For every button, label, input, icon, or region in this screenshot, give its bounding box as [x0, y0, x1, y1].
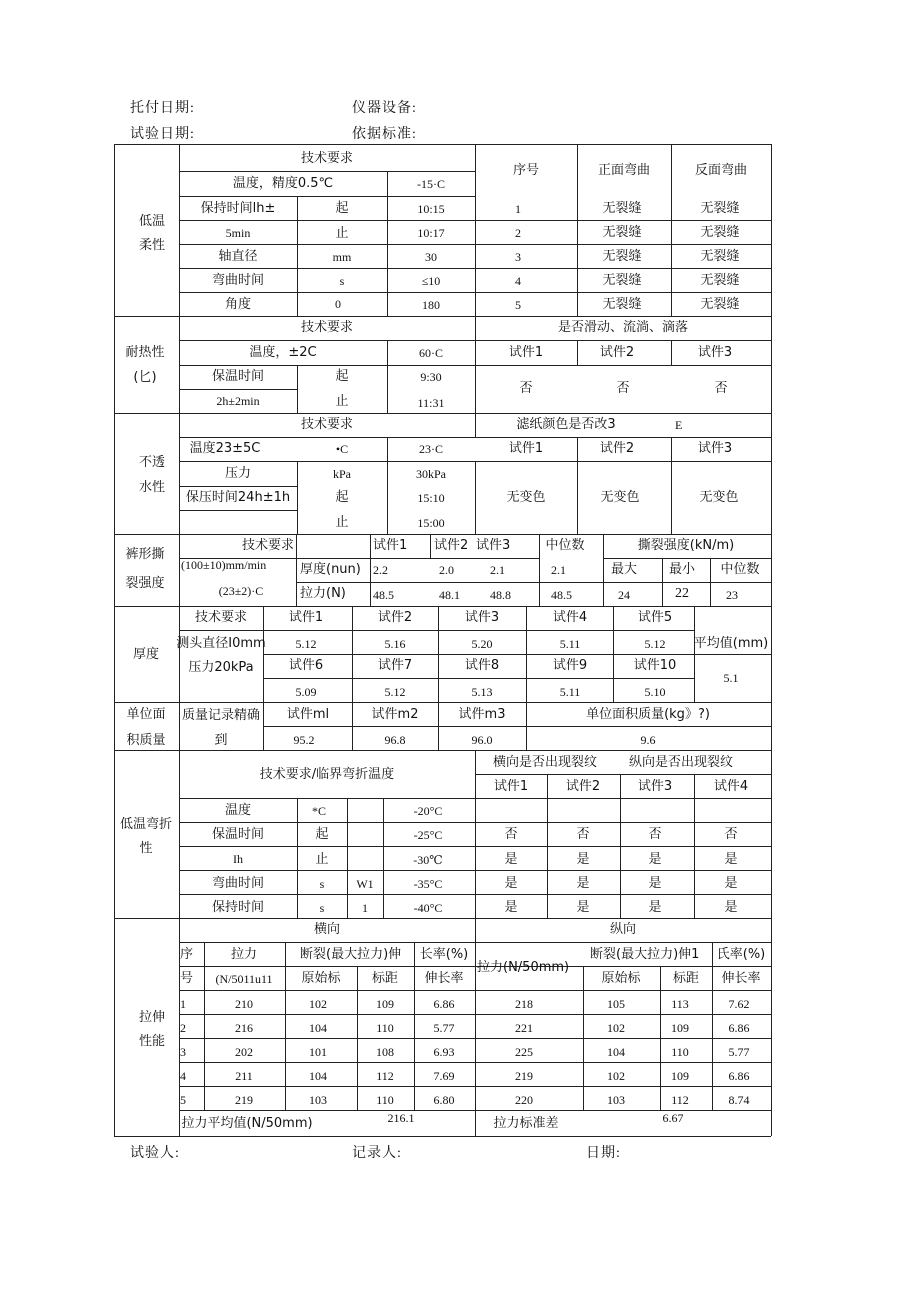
s2-start: 起 — [335, 369, 349, 384]
s8-rows-4-vo: 103 — [607, 1093, 625, 1107]
s5-labels2-4: 试件10 — [633, 658, 677, 673]
s2-q: 是否滑动、流淌、滴落 — [557, 320, 689, 335]
s5-avg: 平均值(mm) — [693, 636, 769, 651]
footer-recorder: 记录人: — [352, 1146, 402, 1161]
s3-start_time: 15:10 — [417, 491, 445, 505]
s8-hz: 横向 — [313, 922, 341, 937]
s5-labels1-2: 试件3 — [464, 610, 500, 625]
s7-stop: 止 — [315, 852, 329, 867]
s4-t2: 2.0 — [439, 563, 454, 577]
s6-title_b: 积质量 — [126, 733, 166, 748]
s5-labels2-0: 试件6 — [288, 658, 324, 673]
s7-res-3-2: 是 — [648, 900, 662, 915]
s3-hold: 保压时间24h±1h — [185, 490, 291, 505]
s2-r1: 否 — [519, 381, 533, 396]
s8-rows-2-ve: 5.77 — [728, 1045, 750, 1059]
s8-rows-1-ho: 104 — [309, 1021, 327, 1035]
s8-force: 拉力 — [230, 947, 258, 962]
s7-keep: 保持时间 — [211, 900, 265, 915]
s6-title_a: 单位面 — [126, 707, 166, 722]
s1-title_a: 低温 — [138, 214, 166, 229]
s8-rows-0-n: 1 — [180, 997, 186, 1011]
s5-labels1-1: 试件2 — [377, 610, 413, 625]
s7-sp-3: 试件4 — [713, 779, 749, 794]
s7-temps-3: -35°C — [413, 877, 443, 891]
s5-vals2-1: 5.12 — [384, 685, 406, 699]
s8-seq_a: 序 — [180, 947, 194, 962]
s5-tech: 技术要求 — [194, 610, 248, 625]
s8-gauge: 标距 — [371, 971, 399, 986]
s1-rows-3-f: 无裂缝 — [602, 273, 642, 288]
header-standard: 依据标准: — [352, 127, 417, 142]
s8-vt: 纵向 — [609, 922, 637, 937]
s3-temp_val: 23·C — [419, 442, 443, 456]
s7-res-2-1: 是 — [576, 876, 590, 891]
s1-front: 正面弯曲 — [597, 163, 651, 178]
s2-s2: 试件2 — [599, 345, 635, 360]
s7-sp-0: 试件1 — [493, 779, 529, 794]
s8-rows-3-hg: 112 — [376, 1069, 394, 1083]
s4-title_a: 裤形撕 — [125, 547, 165, 562]
s7-res-1-1: 是 — [576, 852, 590, 867]
s7-res-1-0: 是 — [504, 852, 518, 867]
s3-stop_time: 15:00 — [417, 516, 445, 530]
s8-rows-0-vf: 218 — [515, 997, 533, 1011]
s8-rows-0-hf: 210 — [235, 997, 253, 1011]
s4-f2: 48.1 — [439, 588, 460, 602]
s1-bend_unit: s — [339, 274, 345, 288]
s1-angle: 角度 — [224, 297, 252, 312]
s8-rows-1-n: 2 — [180, 1021, 186, 1035]
s2-stop_time: 11:31 — [417, 396, 445, 410]
s7-res-0-0: 否 — [504, 827, 518, 842]
s5-title: 厚度 — [132, 647, 160, 662]
s1-back: 反面弯曲 — [694, 163, 748, 178]
s8-rows-1-vg: 109 — [671, 1021, 689, 1035]
s2-s1: 试件1 — [508, 345, 544, 360]
s1-rows-2-b: 无裂缝 — [700, 249, 740, 264]
s8-rows-2-ho: 101 — [309, 1045, 327, 1059]
s1-angle_val: 180 — [422, 298, 440, 312]
s8-rows-2-hf: 202 — [235, 1045, 253, 1059]
s5-labels1-0: 试件1 — [288, 610, 324, 625]
s4-min: 最小 — [668, 562, 696, 577]
s8-orig_v: 原始标 — [601, 971, 641, 986]
s8-elong_v: 氏率(%) — [716, 947, 766, 962]
s2-tech: 技术要求 — [300, 320, 354, 335]
s8-rows-3-vo: 102 — [607, 1069, 625, 1083]
s8-rows-3-he: 7.69 — [433, 1069, 455, 1083]
s8-rows-4-hg: 110 — [376, 1093, 394, 1107]
s1-temp_label: 温度，精度0.5℃ — [232, 176, 334, 191]
s1-rows-1-f: 无裂缝 — [602, 225, 642, 240]
s1-rows-2-f: 无裂缝 — [602, 249, 642, 264]
footer-tester: 试验人: — [130, 1146, 180, 1161]
s3-temp_unit: •C — [335, 442, 349, 456]
s8-rows-4-ho: 103 — [309, 1093, 327, 1107]
s7-res-1-3: 是 — [724, 852, 738, 867]
s8-force_v: 拉力(N/50mm) — [477, 960, 570, 975]
s1-temp_val: -15·C — [417, 177, 445, 191]
s4-force: 拉力(N) — [300, 586, 346, 601]
s1-rows-3-b: 无裂缝 — [700, 273, 740, 288]
s3-tech: 技术要求 — [300, 417, 354, 432]
s7-tech: 技术要求/临界弯折温度 — [259, 767, 395, 782]
s2-temp: 温度，±2C — [249, 345, 317, 360]
s7-bend_unit: s — [319, 877, 325, 891]
s4-med2: 中位数 — [720, 562, 760, 577]
s8-rows-3-vg: 109 — [671, 1069, 689, 1083]
s1-shaft_unit: mm — [332, 250, 352, 264]
s7-temp_unit: *C — [311, 804, 327, 818]
s4-tm: 2.1 — [551, 563, 566, 577]
s7-temps-4: -40°C — [413, 901, 443, 915]
s8-rate_v: 伸长率 — [721, 971, 761, 986]
s7-res-3-3: 是 — [724, 900, 738, 915]
s8-gauge_v: 标距 — [672, 971, 700, 986]
s5-vals1-2: 5.20 — [471, 637, 493, 651]
s5-labels2-1: 试件7 — [377, 658, 413, 673]
s8-rows-4-vg: 112 — [671, 1093, 689, 1107]
s3-press_unit: kPa — [333, 467, 351, 481]
s6-prec_b: 到 — [214, 733, 228, 748]
s2-s3: 试件3 — [697, 345, 733, 360]
s3-r2: 无变色 — [600, 490, 640, 505]
s6-vu: 9.6 — [640, 733, 656, 747]
s7-hold_b: Ih — [233, 852, 243, 866]
s6-unit: 单位面积质量(kg》?) — [586, 707, 710, 722]
s1-angle_from: 0 — [335, 297, 341, 311]
s5-avg_val: 5.1 — [723, 671, 739, 685]
s7-bend: 弯曲时间 — [211, 876, 265, 891]
s3-s2: 试件2 — [599, 441, 635, 456]
s1-bend_val: ≤10 — [421, 274, 441, 288]
s7-res-0-2: 否 — [648, 827, 662, 842]
s8-rows-2-n: 3 — [180, 1045, 186, 1059]
s4-t1: 2.2 — [373, 563, 388, 577]
s8-rows-0-ho: 102 — [309, 997, 327, 1011]
s7-v: 纵向是否出现裂纹 — [628, 755, 734, 770]
s5-labels1-3: 试件4 — [552, 610, 588, 625]
s8-rows-2-he: 6.93 — [433, 1045, 455, 1059]
s1-stop: 止 — [335, 226, 349, 241]
s8-rows-4-hf: 219 — [235, 1093, 253, 1107]
header-test_date: 试验日期: — [130, 127, 195, 142]
s6-v3: 96.0 — [471, 733, 493, 747]
s6-m1: 试件ml — [286, 707, 330, 722]
s5-labels2-3: 试件9 — [552, 658, 588, 673]
s1-hold_a: 保持时间lh± — [200, 201, 276, 216]
s5-labels2-2: 试件8 — [464, 658, 500, 673]
s4-sp1: 试件1 — [373, 538, 408, 553]
s8-avg_label: 拉力平均值(N/50mm) — [181, 1116, 313, 1131]
s8-rows-3-n: 4 — [180, 1069, 186, 1083]
s1-rows-4-n: 5 — [515, 298, 521, 312]
s3-title_b: 水性 — [138, 480, 166, 495]
s8-rows-3-vf: 219 — [515, 1069, 533, 1083]
s7-res-2-3: 是 — [724, 876, 738, 891]
s2-r3: 否 — [714, 381, 728, 396]
s7-res-2-2: 是 — [648, 876, 662, 891]
s7-sp-2: 试件3 — [637, 779, 673, 794]
s4-t3: 2.1 — [490, 563, 505, 577]
s8-rows-1-hf: 216 — [235, 1021, 253, 1035]
s4-f1: 48.5 — [373, 588, 394, 602]
s8-rows-3-ve: 6.86 — [728, 1069, 750, 1083]
s7-keep_extra: 1 — [362, 901, 368, 915]
s5-labels1-4: 试件5 — [637, 610, 673, 625]
s7-res-3-1: 是 — [576, 900, 590, 915]
s4-tear: 撕裂强度(kN/m) — [637, 538, 735, 553]
s8-rows-4-n: 5 — [180, 1093, 186, 1107]
s2-hold_a: 保温时间 — [211, 369, 265, 384]
s3-q: 滤纸颜色是否改3 — [516, 417, 616, 432]
s7-start: 起 — [315, 827, 329, 842]
s1-hold_b: 5min — [225, 226, 251, 240]
s4-thick: 厚度(nun) — [300, 562, 361, 577]
s5-vals2-4: 5.10 — [644, 685, 666, 699]
s4-max: 最大 — [610, 562, 638, 577]
s4-sp2: 试件2 — [434, 538, 469, 553]
s1-seq: 序号 — [512, 163, 540, 178]
s8-rows-1-vf: 221 — [515, 1021, 533, 1035]
s7-res-0-3: 否 — [724, 827, 738, 842]
s8-rows-0-he: 6.86 — [433, 997, 455, 1011]
s8-rows-2-vf: 225 — [515, 1045, 533, 1059]
s3-r3: 无变色 — [699, 490, 739, 505]
s5-vals2-3: 5.11 — [559, 685, 581, 699]
s5-vals1-0: 5.12 — [295, 637, 317, 651]
s2-temp_val: 60·C — [419, 346, 443, 360]
s7-res-3-0: 是 — [504, 900, 518, 915]
s3-press_val: 30kPa — [416, 467, 446, 481]
s8-rows-3-hf: 211 — [235, 1069, 253, 1083]
s5-vals1-3: 5.11 — [559, 637, 581, 651]
s7-bend_extra: W1 — [356, 877, 374, 891]
s8-rows-2-vo: 104 — [607, 1045, 625, 1059]
s4-f3: 48.8 — [490, 588, 511, 602]
s8-force_unit: (N/5011u11 — [215, 972, 273, 986]
s8-rows-2-vg: 110 — [671, 1045, 689, 1059]
s5-vals2-0: 5.09 — [295, 685, 317, 699]
s7-temp: 温度 — [224, 803, 252, 818]
s1-rows-0-b: 无裂缝 — [700, 201, 740, 216]
s5-c1: 测头直径I0mm — [176, 636, 266, 651]
s8-title_a: 拉伸 — [138, 1010, 166, 1025]
s3-temp: 温度23±5C — [189, 441, 261, 456]
s2-hold_b: 2h±2min — [216, 394, 260, 408]
s2-title_a: 耐热性 — [125, 345, 165, 360]
s2-title_b: (匕) — [133, 370, 157, 385]
s4-c1: (100±10)mm/min — [181, 558, 267, 572]
s8-rows-4-he: 6.80 — [433, 1093, 455, 1107]
s4-fm: 48.5 — [551, 588, 572, 602]
s8-rows-1-hg: 110 — [376, 1021, 394, 1035]
s1-start: 起 — [335, 201, 349, 216]
s4-tech: 技术要求 — [241, 538, 295, 553]
s1-rows-3-n: 4 — [515, 274, 521, 288]
s3-e: E — [675, 418, 683, 432]
s1-shaft: 轴直径 — [218, 249, 258, 264]
s4-c2: (23±2)·C — [218, 584, 264, 598]
s1-bend: 弯曲时间 — [211, 273, 265, 288]
s8-rows-1-he: 5.77 — [433, 1021, 455, 1035]
s7-res-1-2: 是 — [648, 852, 662, 867]
s8-rows-1-vo: 102 — [607, 1021, 625, 1035]
s1-tech: 技术要求 — [300, 151, 354, 166]
s7-title_a: 低温弯折 — [119, 817, 173, 832]
s1-rows-0-n: 1 — [515, 202, 521, 216]
header-instrument: 仪器设备: — [352, 101, 417, 116]
s8-std_label: 拉力标准差 — [493, 1116, 559, 1131]
s4-med: 中位数 — [545, 538, 585, 553]
s1-shaft_val: 30 — [425, 250, 437, 264]
s7-res-2-0: 是 — [504, 876, 518, 891]
s8-rows-1-ve: 6.86 — [728, 1021, 750, 1035]
s1-rows-1-n: 2 — [515, 226, 521, 240]
s4-vmin: 22 — [675, 586, 689, 601]
s5-vals1-1: 5.16 — [384, 637, 406, 651]
s6-v1: 95.2 — [293, 733, 315, 747]
s1-title_b: 柔性 — [138, 238, 166, 253]
header-delivery_date: 托付日期: — [130, 101, 195, 116]
s7-h: 横向是否出现裂纹 — [492, 755, 598, 770]
s6-m2: 试件m2 — [371, 707, 419, 722]
s5-c2: 压力20kPa — [188, 660, 254, 675]
s8-rate: 伸长率 — [424, 971, 464, 986]
s1-rows-0-f: 无裂缝 — [602, 201, 642, 216]
s7-res-0-1: 否 — [576, 827, 590, 842]
footer-date: 日期: — [586, 1146, 621, 1161]
s8-avg_val: 216.1 — [387, 1111, 415, 1125]
s6-m3: 试件m3 — [458, 707, 506, 722]
s2-r2: 否 — [616, 381, 630, 396]
s7-temps-0: -20°C — [413, 804, 443, 818]
s5-vals1-4: 5.12 — [644, 637, 666, 651]
s7-sp-1: 试件2 — [565, 779, 601, 794]
s8-rows-4-vf: 220 — [515, 1093, 533, 1107]
s5-vals2-2: 5.13 — [471, 685, 493, 699]
s4-vmax: 24 — [618, 588, 630, 602]
s7-title_b: 性 — [139, 841, 153, 856]
s8-break_h: 断裂(最大拉力)伸 — [300, 947, 402, 962]
s8-title_b: 性能 — [138, 1034, 166, 1049]
s8-rows-2-hg: 108 — [376, 1045, 394, 1059]
s6-prec_a: 质量记录精确 — [181, 708, 261, 723]
s1-rows-4-f: 无裂缝 — [602, 297, 642, 312]
s4-title_b: 裂强度 — [125, 576, 165, 591]
s1-rows-1-b: 无裂缝 — [700, 225, 740, 240]
s8-rows-0-ve: 7.62 — [728, 997, 750, 1011]
s1-start_time: 10:15 — [417, 202, 445, 216]
s8-orig: 原始标 — [301, 971, 341, 986]
s1-rows-2-n: 3 — [515, 250, 521, 264]
s3-title_a: 不透 — [138, 455, 166, 470]
s7-hold_a: 保温时间 — [211, 827, 265, 842]
s8-rows-3-ho: 104 — [309, 1069, 327, 1083]
s1-stop_time: 10:17 — [417, 226, 445, 240]
s3-s3: 试件3 — [697, 441, 733, 456]
s8-rows-4-ve: 8.74 — [728, 1093, 750, 1107]
s2-stop: 止 — [335, 394, 349, 409]
s3-stop: 止 — [335, 515, 349, 530]
s7-keep_unit: s — [319, 901, 325, 915]
s8-elong_h: 长率(%) — [419, 947, 469, 962]
s3-r1: 无变色 — [506, 490, 546, 505]
s8-seq_b: 号 — [180, 971, 194, 986]
s7-temps-1: -25°C — [413, 828, 443, 842]
s3-start: 起 — [335, 490, 349, 505]
s3-s1: 试件1 — [508, 441, 544, 456]
s6-v2: 96.8 — [384, 733, 406, 747]
s4-vmed: 23 — [726, 588, 738, 602]
s7-temps-2: -30℃ — [413, 853, 443, 867]
s8-std_val: 6.67 — [662, 1111, 684, 1125]
s8-break_v: 断裂(最大拉力)伸1 — [590, 947, 700, 962]
s4-sp3: 试件3 — [476, 538, 511, 553]
s8-rows-0-vo: 105 — [607, 997, 625, 1011]
s3-press: 压力 — [224, 466, 252, 481]
s1-rows-4-b: 无裂缝 — [700, 297, 740, 312]
s8-rows-0-vg: 113 — [671, 997, 689, 1011]
s8-rows-0-hg: 109 — [376, 997, 394, 1011]
s2-start_time: 9:30 — [420, 370, 442, 384]
